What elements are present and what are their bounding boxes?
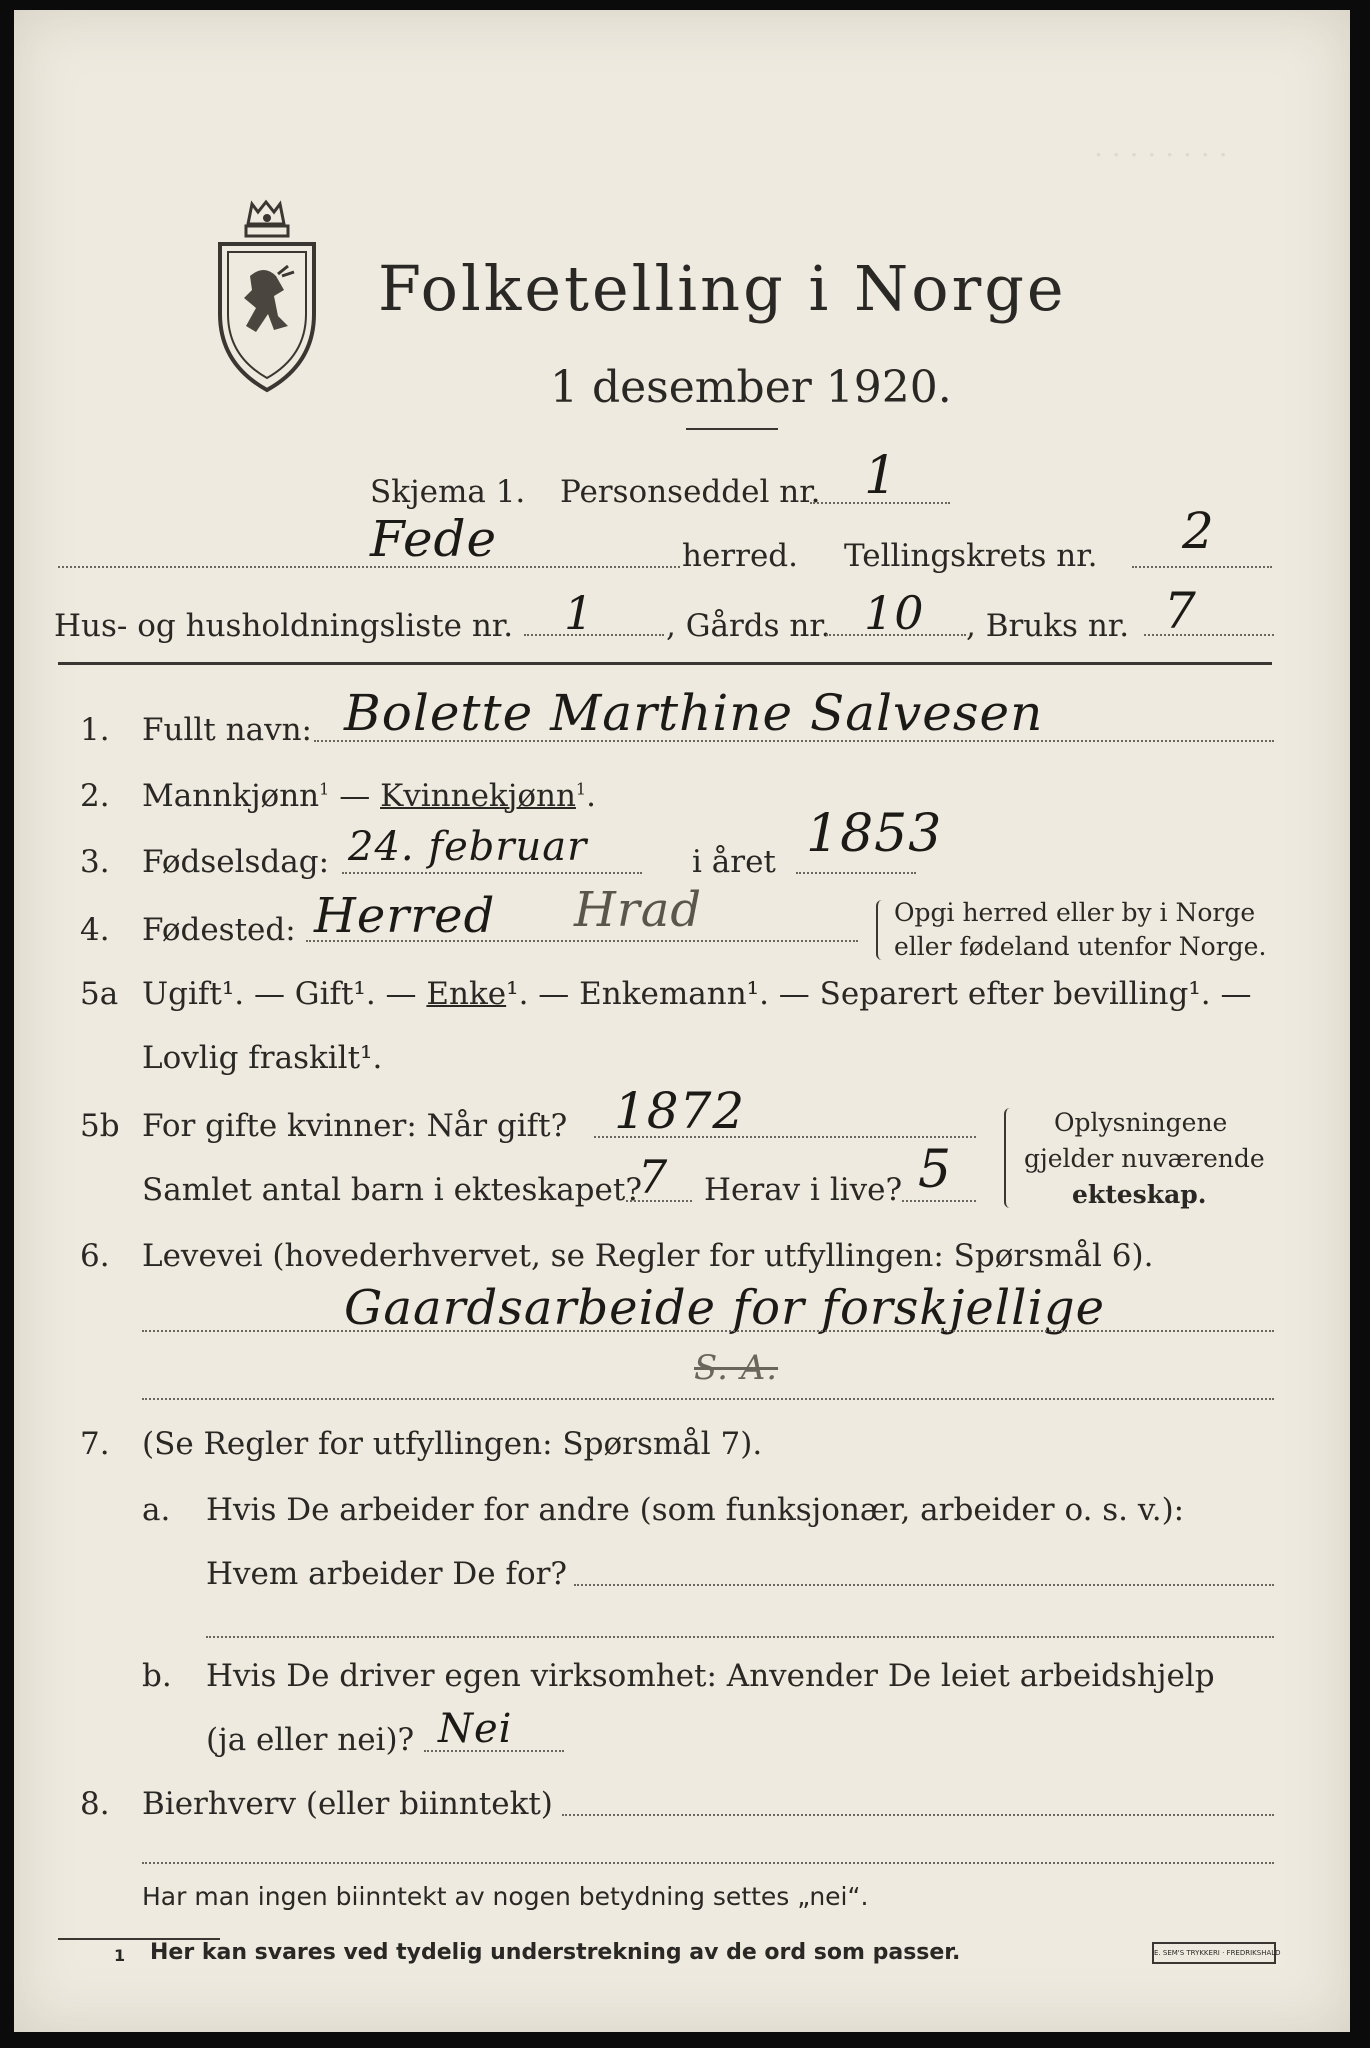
- q4-note-line1: Opgi herred eller by i Norge: [894, 898, 1256, 927]
- married-year-value: 1872: [614, 1082, 746, 1140]
- alive-value: 5: [918, 1140, 953, 1200]
- female-footnote-mark: 1: [575, 779, 587, 799]
- employer-line: [574, 1584, 1274, 1586]
- q5a-row: [142, 976, 1251, 1012]
- personseddel-value: 1: [864, 446, 899, 506]
- q7a-letter: a.: [142, 1492, 171, 1528]
- q8-number: 8.: [80, 1786, 110, 1822]
- bleed-through: . . . . . . . .: [1094, 130, 1228, 163]
- hus-label: Hus- og husholdningsliste nr.: [54, 608, 514, 644]
- married-label: For gifte kvinner: Når gift?: [142, 1108, 568, 1144]
- occupation-mark: S. A.: [694, 1348, 779, 1388]
- personseddel-label: Personseddel nr.: [560, 474, 821, 510]
- male-option: Mannkjønn: [142, 778, 320, 814]
- q7b-text: Hvis De driver egen virksomhet: Anvender De leiet arbeidshjelp: [206, 1658, 1215, 1694]
- q1-number: 1.: [80, 712, 110, 748]
- footnote-text: Her kan svares ved tydelig understrekning av de ord som passer.: [150, 1940, 961, 1965]
- q5b-brace: [1004, 1108, 1016, 1208]
- birthplace-value: Herred: [314, 888, 496, 944]
- section-divider: [58, 662, 1272, 665]
- q5b-note-line1: Oplysningene: [1054, 1108, 1228, 1137]
- side-income-line: [562, 1814, 1274, 1816]
- children-value: 7: [638, 1150, 669, 1204]
- occupation-value: Gaardsarbeide for forskjellige: [344, 1280, 1105, 1336]
- bruks-value: 7: [1164, 582, 1197, 640]
- herred-value: Fede: [370, 510, 498, 568]
- occupation-line-2: [142, 1398, 1274, 1400]
- birthday-line: [342, 872, 642, 874]
- tellingskrets-line: [1132, 566, 1272, 568]
- alive-label: Herav i live?: [704, 1172, 903, 1208]
- q4-note-line2: eller fødeland utenfor Norge.: [894, 932, 1267, 961]
- q2-row: [142, 778, 596, 814]
- coat-of-arms-icon: [212, 196, 322, 396]
- q5a-line2: Lovlig fraskilt¹.: [142, 1040, 383, 1076]
- enke-option: Enke: [426, 976, 507, 1012]
- gender-separator: —: [329, 778, 381, 814]
- year-label: i året: [692, 844, 776, 880]
- birthday-value: 24. februar: [348, 824, 588, 870]
- schema-label: Skjema 1.: [370, 474, 526, 510]
- q4-number: 4.: [80, 912, 110, 948]
- q1-label: Fullt navn:: [142, 712, 312, 748]
- year-line: [796, 872, 916, 874]
- q7-number: 7.: [80, 1426, 110, 1462]
- q3-label: Fødselsdag:: [142, 844, 330, 880]
- form-title: Folketelling i Norge: [378, 252, 1067, 325]
- full-name-value: Bolette Marthine Salvesen: [344, 684, 1044, 742]
- q4-label: Fødested:: [142, 912, 296, 948]
- bruks-label: , Bruks nr.: [966, 608, 1130, 644]
- birth-year-value: 1853: [806, 804, 943, 864]
- census-date: 1 desember 1920.: [550, 362, 952, 413]
- q5a-number: 5a: [80, 976, 119, 1012]
- q2-number: 2.: [80, 778, 110, 814]
- q5b-number: 5b: [80, 1108, 120, 1144]
- q5b-note-line3: ekteskap.: [1072, 1180, 1207, 1209]
- q4-brace: [876, 900, 888, 960]
- male-footnote-mark: 1: [319, 779, 330, 799]
- q7-label: (Se Regler for utfyllingen: Spørsmål 7).: [142, 1426, 763, 1462]
- q3-number: 3.: [80, 844, 110, 880]
- gender-dot: .: [586, 778, 596, 814]
- q7b-letter: b.: [142, 1658, 172, 1694]
- occupation-line-1: [142, 1330, 1274, 1332]
- children-label: Samlet antal barn i ekteskapet?: [142, 1172, 642, 1208]
- census-form: [14, 10, 1350, 2032]
- q7a-question: Hvem arbeider De for?: [206, 1556, 568, 1592]
- alive-line: [902, 1200, 976, 1202]
- q6-number: 6.: [80, 1238, 110, 1274]
- gards-label: , Gårds nr.: [666, 608, 831, 644]
- q7b-question: (ja eller nei)?: [206, 1722, 415, 1758]
- q8-label: Bierhverv (eller biinntekt): [142, 1786, 553, 1822]
- herred-line: [58, 566, 680, 568]
- gards-value: 10: [864, 586, 925, 640]
- employer-line-2: [206, 1636, 1274, 1638]
- tellingskrets-value: 2: [1182, 502, 1215, 560]
- tellingskrets-label: Tellingskrets nr.: [844, 538, 1098, 574]
- q7a-text: Hvis De arbeider for andre (som funksjonær, arbeider o. s. v.):: [206, 1492, 1185, 1528]
- q5b-note-line2: gjelder nuværende: [1024, 1144, 1265, 1173]
- female-option: Kvinnekjønn: [380, 778, 576, 814]
- printer-stamp: E. SEM'S TRYKKERI · FREDRIKSHALD: [1152, 1942, 1276, 1964]
- birthplace-value-2: Hrad: [574, 882, 703, 938]
- hired-help-value: Nei: [438, 1706, 513, 1752]
- side-income-line-2: [142, 1862, 1274, 1864]
- hus-value: 1: [564, 586, 595, 640]
- note-text: Har man ingen biinntekt av nogen betydning settes „nei“.: [142, 1882, 869, 1911]
- marital-options-end: ¹. — Enkemann¹. — Separert efter bevilling¹. —: [506, 976, 1252, 1012]
- footnote-mark: 1: [114, 1946, 126, 1965]
- q6-label: Levevei (hovederhvervet, se Regler for utfyllingen: Spørsmål 6).: [142, 1238, 1154, 1274]
- marital-options-start: Ugift¹. — Gift¹. —: [142, 976, 427, 1012]
- herred-label: herred.: [682, 538, 798, 574]
- title-rule: [686, 428, 778, 430]
